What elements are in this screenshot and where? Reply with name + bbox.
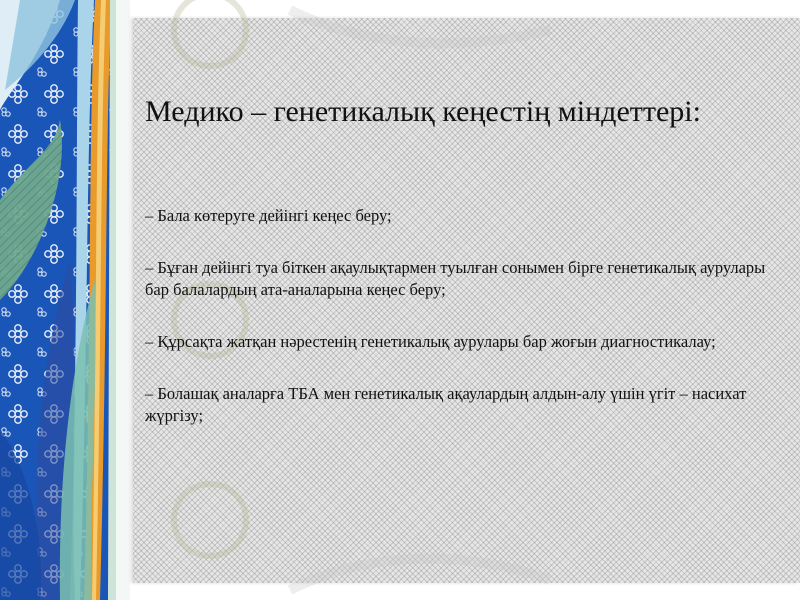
task-list	[145, 205, 775, 457]
list-item: – Бұған дейінгі туа біткен ақаулықтармен туылған сонымен бірге генетикалық аурулары бар балалардың ата-аналарына кеңес беру;	[145, 258, 766, 299]
list-item: – Болашақ аналарға ТБА мен генетикалық ақаулардың алдын-алу үшін үгіт – насихат жүргізу;	[145, 384, 747, 425]
list-item: – Бала көтеруге дейінгі кеңес беру;	[145, 206, 392, 225]
decorative-side-art	[0, 0, 130, 600]
slide-title: Медико – генетикалық кеңестің міндеттері:	[145, 95, 701, 128]
list-item: – Құрсақта жатқан нәрестенің генетикалық аурулары бар жоғын диагностикалау;	[145, 332, 716, 351]
